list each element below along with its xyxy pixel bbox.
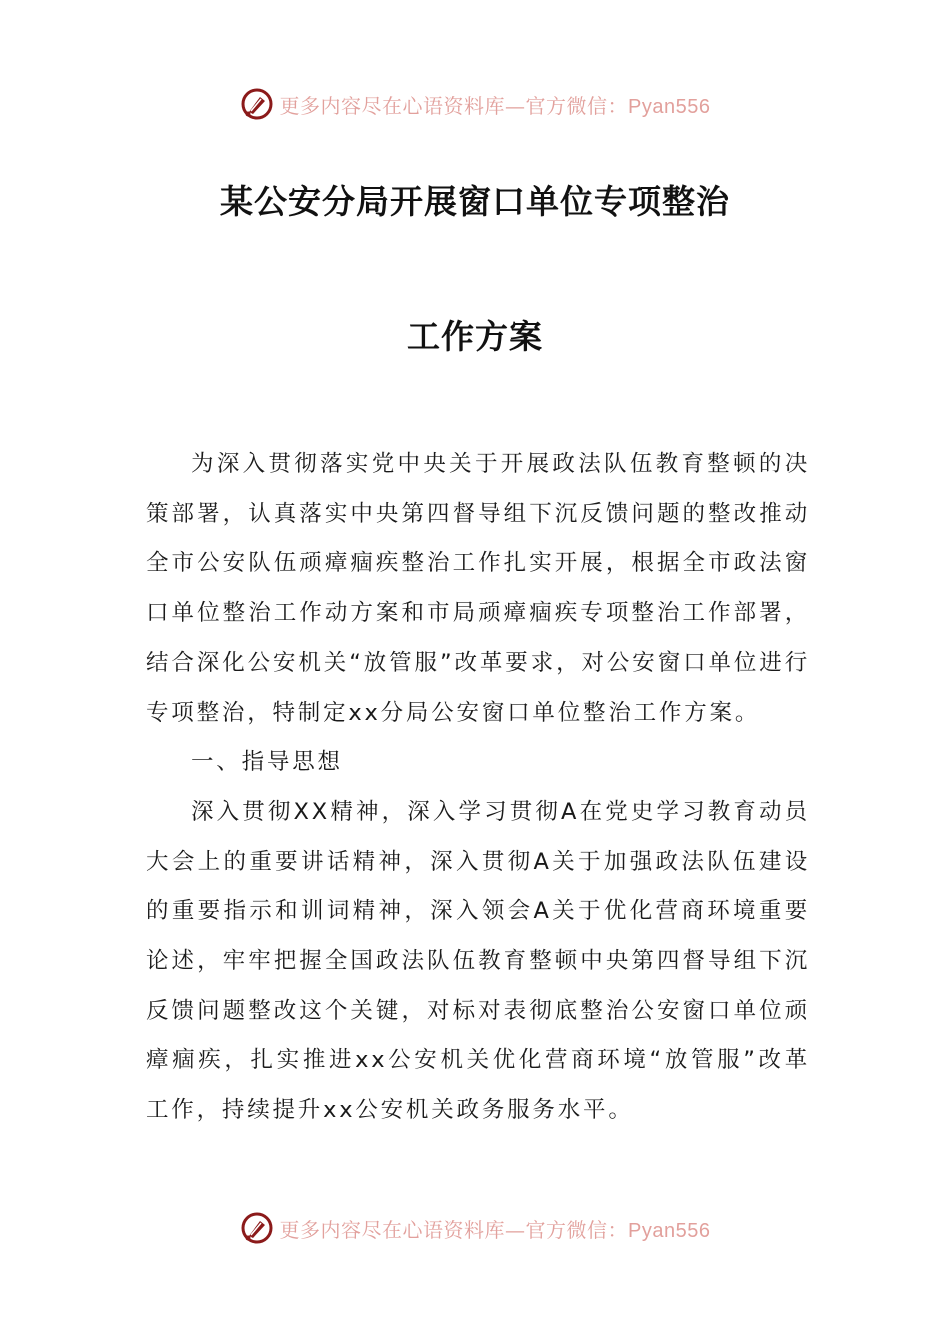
watermark-text: 更多内容尽在心语资料库—官方微信：Pyan556 [279,93,711,118]
watermark-footer [0,1208,950,1248]
document-body [146,440,810,1136]
wechat-id: Pyan556 [628,95,711,118]
pen-nib-logo-icon [240,87,274,121]
page-title-line-1: 某公安分局开展窗口单位专项整治 [220,182,730,221]
watermark-header [0,84,950,124]
watermark-text: 更多内容尽在心语资料库—官方微信：Pyan556 [279,1217,711,1242]
wechat-id: Pyan556 [628,1219,711,1242]
pen-nib-logo-icon [240,1211,274,1245]
intro-paragraph: 为深入贯彻落实党中央关于开展政法队伍教育整顿的决策部署，认真落实中央第四督导组下沉反馈问题的整改推动全市公安队伍顽瘴痼疾整治工作扎实开展，根据全市政法窗口单位整治工作动方案和市局顽瘴痼疾专项整治工作部署，结合深化公安机关“放管服”改革要求，对公安窗口单位进行专项整治，特制定xx分局公安窗口单位整治工作方案。 [146,451,810,726]
guiding-thought-paragraph: 深入贯彻XX精神，深入学习贯彻A在党史学习教育动员大会上的重要讲话精神，深入贯彻A关于加强政法队伍建设的重要指示和训词精神，深入领会A关于优化营商环境重要论述，牢牢把握全国政法队伍教育整顿中央第四督导组下沉反馈问题整改这个关键，对标对表彻底整治公安窗口单位顽瘴痼疾，扎实推进xx公安机关优化营商环境“放管服”改革工作，持续提升xx公安机关政务服务水平。 [146,798,810,1124]
section-heading-guiding-thought: 一、指导思想 [191,749,343,776]
page-title-line-2: 工作方案 [407,317,543,356]
